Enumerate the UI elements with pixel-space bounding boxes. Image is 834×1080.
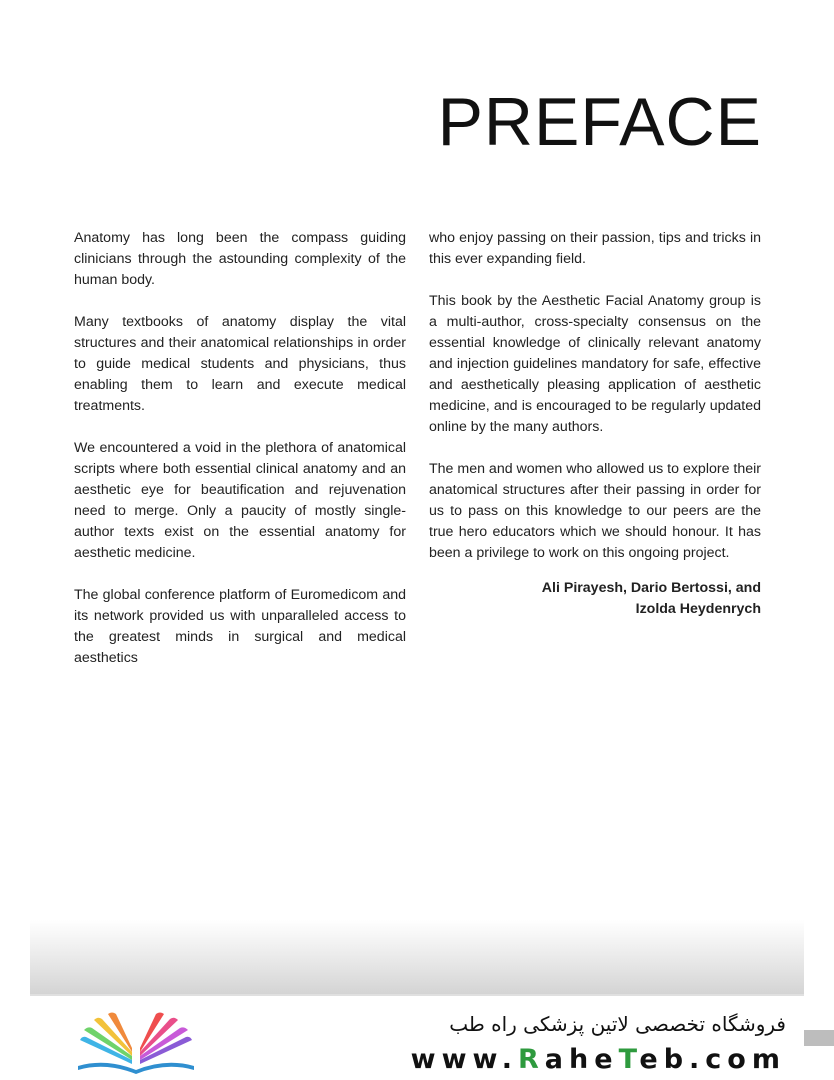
website-suffix: eb.com: [639, 1044, 786, 1075]
author-signature: [429, 578, 761, 620]
paragraph: The men and women who allowed us to explore their anatomical structures after their passing in order for us to pass on this knowledge to our peers are the true hero educators which we should honour. It has been a privilege to work on this ongoing project.: [429, 461, 762, 561]
open-book-rainbow-icon: [72, 1010, 200, 1076]
website-prefix: www.: [410, 1044, 518, 1075]
paragraph: Many textbooks of anatomy display the vital structures and their anatomical relationships in order to guide medical students and physicians, thus enabling them to learn and execute medical treatments.: [74, 314, 406, 414]
paragraph: We encountered a void in the plethora of anatomical scripts where both essential clinical anatomy and an aesthetic eye for beautification and rejuvenation need to merge. Only a paucity of mostly single-author texts exist on the essential anatomy for aesthetic medicine.: [74, 440, 406, 561]
left-column: [74, 228, 406, 690]
paragraph: Anatomy has long been the compass guiding clinicians through the astounding complexity of the human body.: [74, 230, 406, 288]
website-accent-letter: T: [618, 1044, 640, 1075]
page-edge-tab: [804, 1030, 834, 1046]
paragraph: This book by the Aesthetic Facial Anatomy group is a multi-author, cross-specialty consensus on the essential knowledge of clinically relevant anatomy and injection guidelines mandatory for safe, effective and aesthetically pleasing application of aesthetic medicine, and is encouraged to be regularly updated online by the many authors.: [429, 293, 761, 435]
right-column: [429, 228, 761, 620]
signature-line: Ali Pirayesh, Dario Bertossi, and: [541, 580, 761, 596]
website-accent-letter: R: [518, 1044, 545, 1075]
page-title: PREFACE: [437, 84, 762, 160]
footer-divider: [30, 994, 804, 996]
footer-shadow: [30, 920, 804, 994]
paragraph: who enjoy passing on their passion, tips and tricks in this ever expanding field.: [429, 230, 761, 267]
paragraph: The global conference platform of Euromedicom and its network provided us with unparalleled access to the greatest minds in surgical and medical aesthetics: [74, 587, 406, 666]
website-part: ahe: [544, 1044, 619, 1075]
signature-line: Izolda Heydenrych: [635, 601, 761, 617]
store-name: فروشگاه تخصصی لاتین پزشکی راه طب: [449, 1012, 786, 1036]
website-url[interactable]: [411, 1044, 786, 1075]
